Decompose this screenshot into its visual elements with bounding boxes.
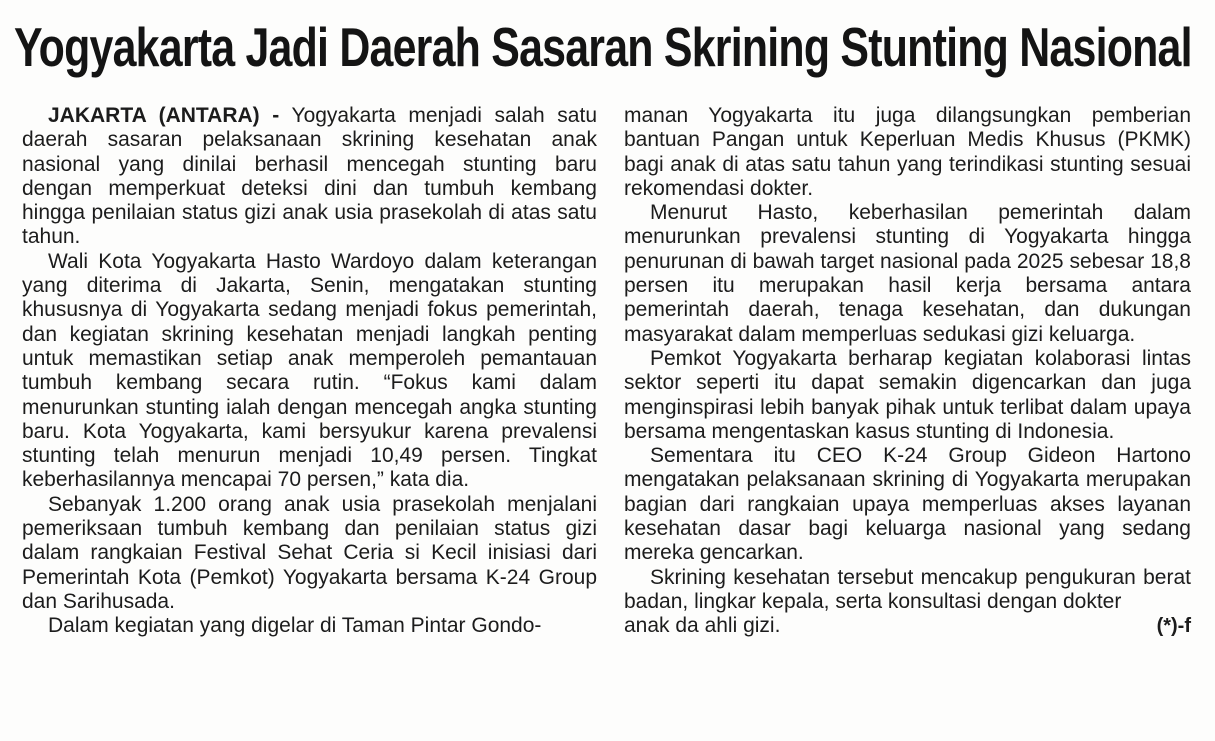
- article-column-right: [624, 104, 1191, 639]
- article-paragraph: Sebanyak 1.200 orang anak usia prasekolah menjalani pemeriksaan tumbuh kembang dan penilaian status gizi dalam rangkaian Festival Sehat Ceria si Kecil inisiasi dari Pemerintah Kota (Pemkot) Yogyakarta bersama K-24 Group dan Sarihusada.: [22, 492, 597, 613]
- article-paragraph: [22, 104, 597, 250]
- article-paragraph: Sementara itu CEO K-24 Group Gideon Hartono mengatakan pelaksanaan skrining di Yogyakarta merupakan bagian dari rangkaian upaya memperluas akses layanan kesehatan dasar bagi keluarga nasional yang sedang mereka gencarkan.: [624, 444, 1191, 565]
- article-paragraph: Pemkot Yogyakarta berharap kegiatan kolaborasi lintas sektor seperti itu dapat semakin digencarkan dan juga menginspirasi lebih banyak pihak untuk terlibat dalam upaya bersama mengentaskan kasus stunting di Indonesia.: [624, 346, 1191, 443]
- article-paragraph: Menurut Hasto, keberhasilan pemerintah dalam menurunkan prevalensi stunting di Yogyakarta hingga penurunan di bawah target nasional pada 2025 sebesar 18,8 persen itu merupakan hasil kerja bersama antara pemerintah daerah, tenaga kesehatan, dan dukungan masyarakat dalam memperluas sedukasi gizi keluarga.: [624, 201, 1191, 346]
- article-paragraph: Wali Kota Yogyakarta Hasto Wardoyo dalam keterangan yang diterima di Jakarta, Senin, mengatakan stunting khususnya di Yogyakarta sedang menjadi fokus pemerintah, dan kegiatan skrining kesehatan menjadi langkah penting untuk memastikan setiap anak memperoleh pemantauan tumbuh kembang secara rutin. “Fokus kami dalam menurunkan stunting ialah dengan mencegah angka stunting baru. Kota Yogyakarta, kami bersyukur karena prevalensi stunting telah menurun menjadi 10,49 persen. Tingkat keberhasilannya mencapai 70 persen,” kata dia.: [22, 249, 597, 492]
- author-signature: (*)-f: [1156, 615, 1191, 638]
- article-column-left: [22, 104, 597, 639]
- article-paragraph: Skrining kesehatan tersebut mencakup pengukuran berat badan, lingkar kepala, serta konsultasi dengan dokter: [624, 565, 1191, 613]
- article-paragraph-continued: manan Yogyakarta itu juga dilangsungkan pemberian bantuan Pangan untuk Keperluan Medis Khusus (PKMK) bagi anak di atas satu tahun yang terindikasi stunting sesuai rekomendasi dokter.: [624, 104, 1191, 200]
- article-paragraph-end: anak da ahli gizi.: [624, 614, 781, 638]
- closing-line: [624, 614, 1191, 638]
- article-paragraph: Dalam kegiatan yang digelar di Taman Pintar Gondo-: [48, 614, 542, 638]
- dateline: JAKARTA (ANTARA) -: [48, 104, 280, 127]
- paragraph-text: Yogyakarta menjadi salah satu daerah sasaran pelaksanaan skrining kesehatan anak nasional yang dinilai berhasil mencegah stunting baru dengan memperkuat deteksi dini dan tumbuh kembang hingga penilaian status gizi anak usia prasekolah di atas satu tahun.: [22, 104, 597, 249]
- article-headline: Yogyakarta Jadi Daerah Sasaran Skrining Stunting Nasional: [14, 16, 1192, 78]
